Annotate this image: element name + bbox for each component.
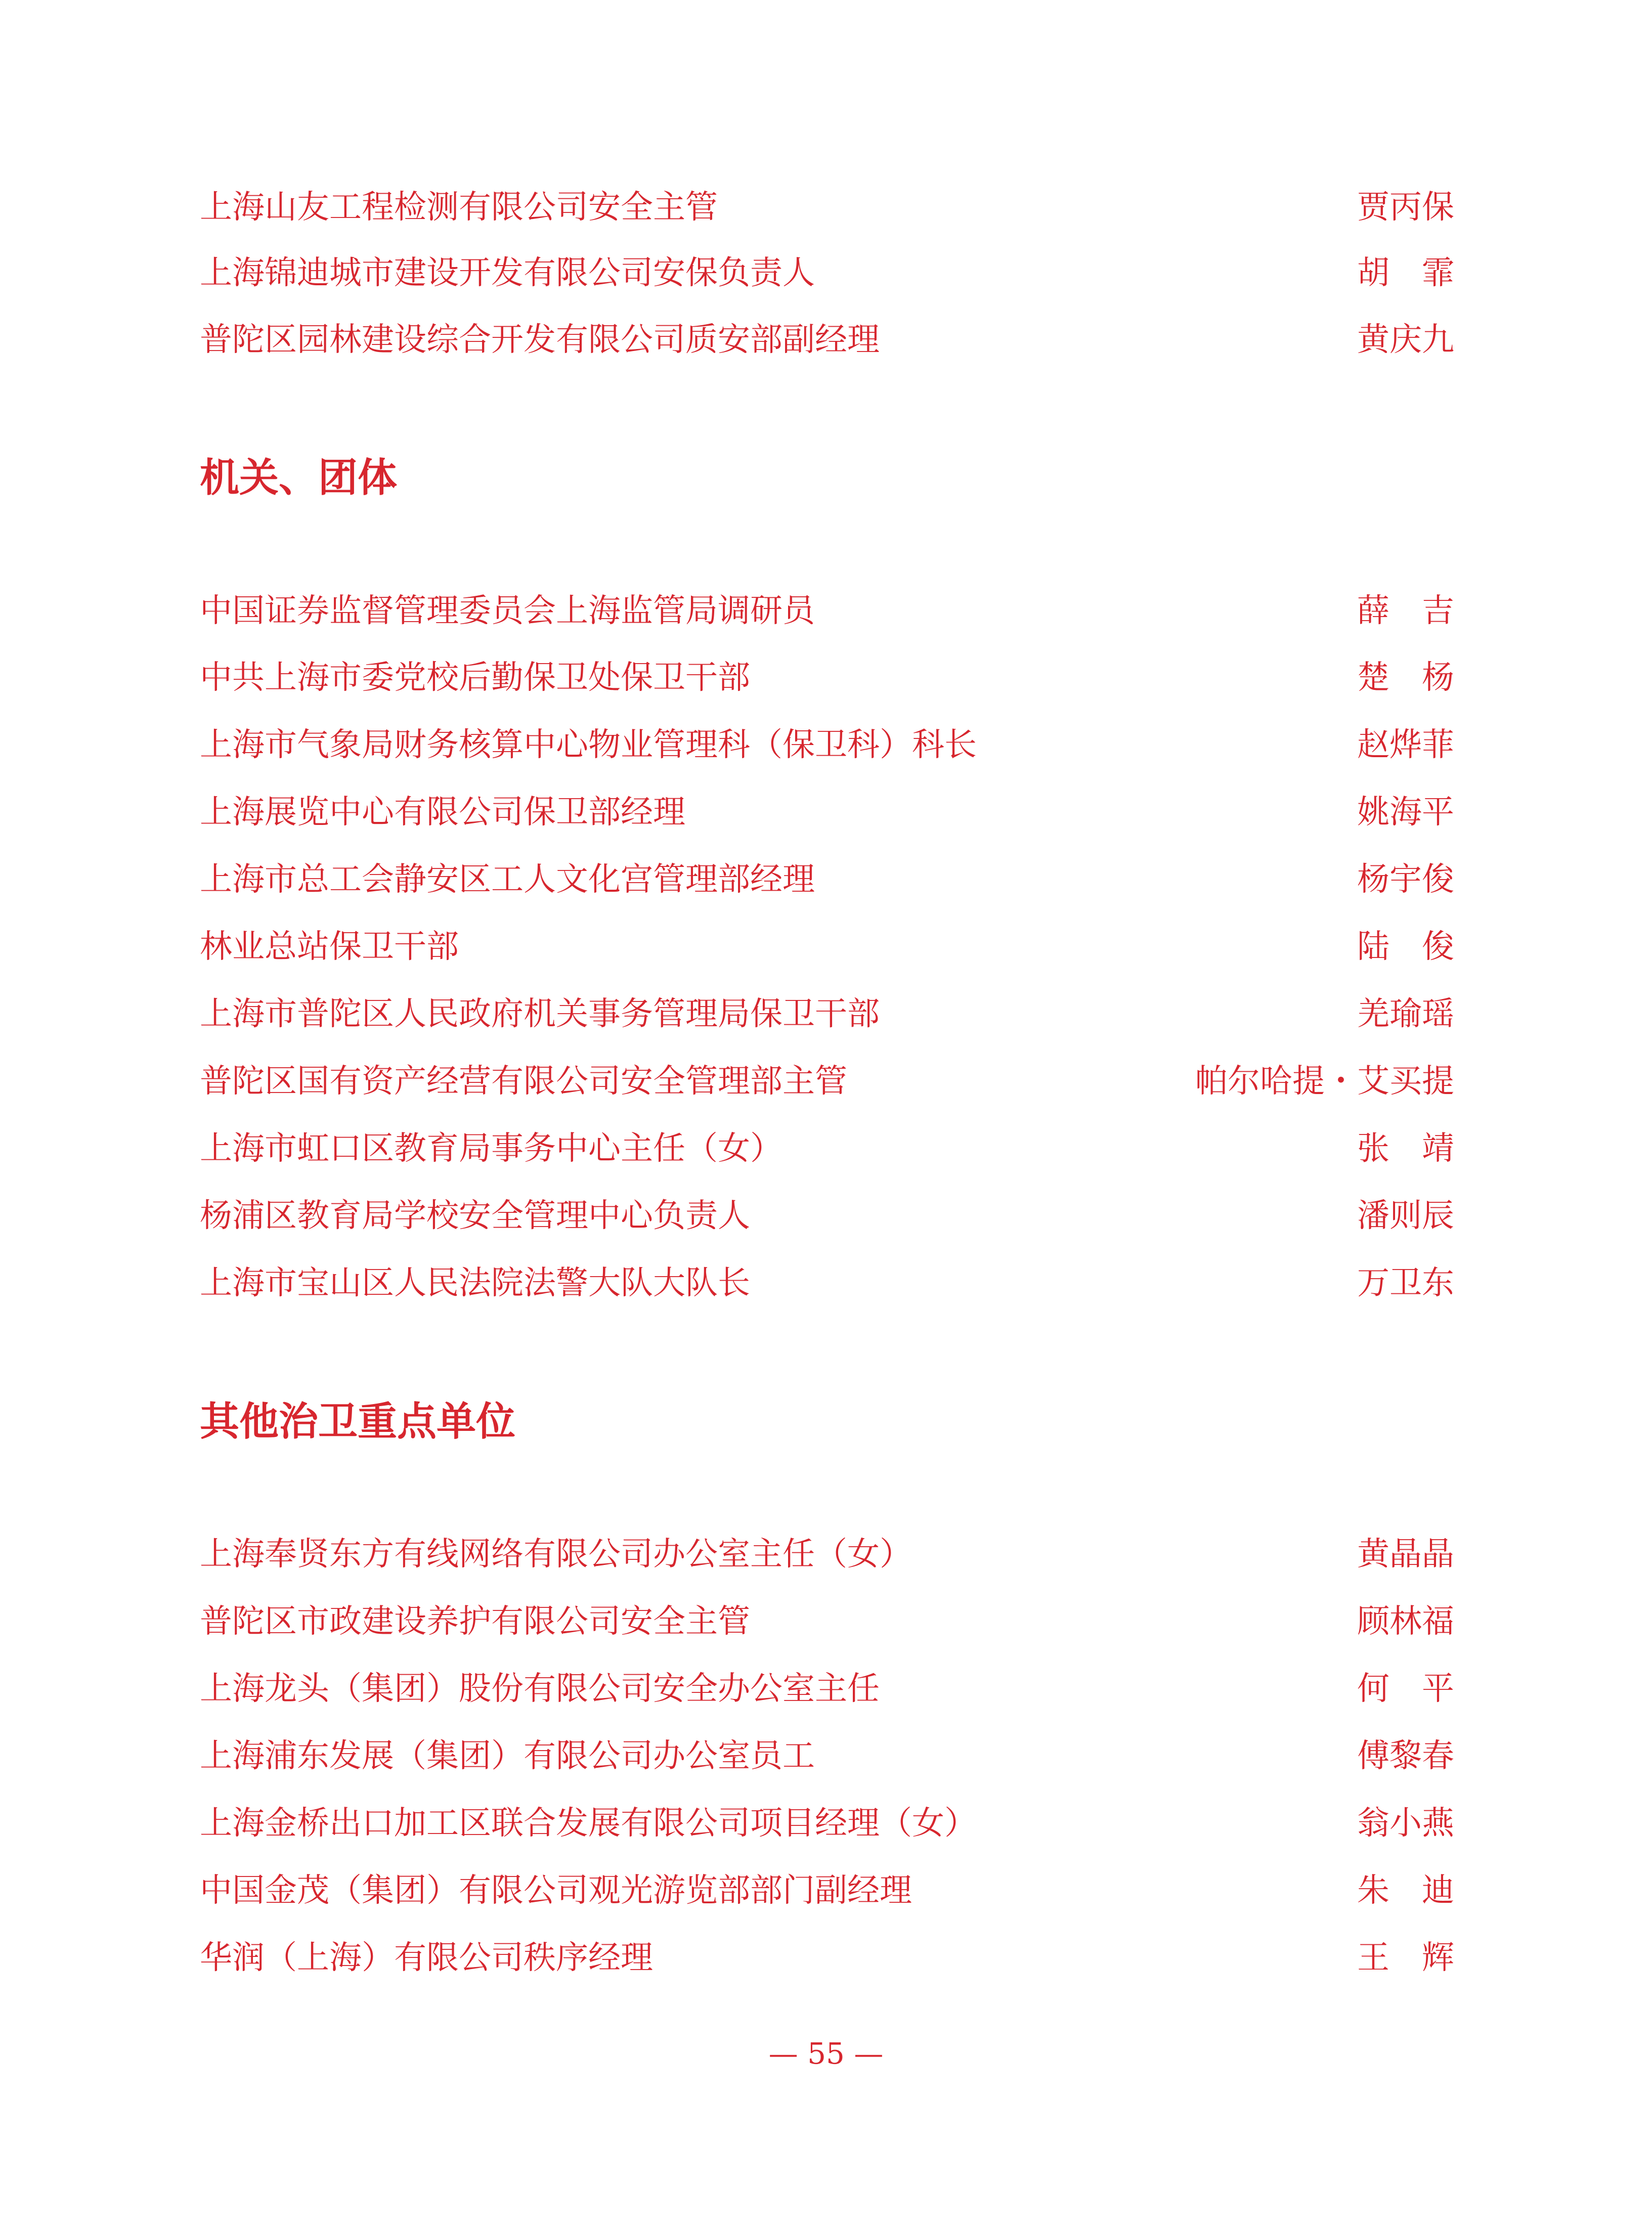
entry-unit: 普陀区市政建设养护有限公司安全主管	[200, 1603, 750, 1640]
entry-name: 姚海平	[1357, 794, 1454, 831]
entry-unit: 普陀区园林建设综合开发有限公司质安部副经理	[200, 321, 880, 359]
entry-name: 帕尔哈提・艾买提	[1195, 1063, 1454, 1100]
entry-name: 潘则辰	[1357, 1197, 1454, 1235]
entry-name: 张 靖	[1357, 1130, 1454, 1167]
entry-unit: 林业总站保卫干部	[200, 928, 459, 966]
list-item	[200, 647, 1454, 708]
list-item	[200, 243, 1454, 303]
list-item	[200, 1051, 1454, 1112]
list-item	[200, 1659, 1454, 1719]
entry-name: 赵烨菲	[1357, 726, 1454, 764]
entry-name: 傅黎春	[1357, 1737, 1454, 1775]
list-item	[200, 1186, 1454, 1246]
list-item	[200, 715, 1454, 775]
list-item	[200, 581, 1454, 641]
entry-unit: 上海锦迪城市建设开发有限公司安保负责人	[200, 254, 815, 292]
entry-name: 羌瑜瑶	[1357, 995, 1454, 1033]
list-item	[200, 1524, 1454, 1585]
list-item	[200, 310, 1454, 370]
entry-name: 杨宇俊	[1357, 861, 1454, 898]
entry-unit: 上海龙头（集团）股份有限公司安全办公室主任	[200, 1670, 880, 1708]
entry-unit: 上海市虹口区教育局事务中心主任（女）	[200, 1130, 782, 1167]
list-item	[200, 1253, 1454, 1314]
entry-unit: 上海山友工程检测有限公司安全主管	[200, 189, 718, 226]
list-item	[200, 917, 1454, 977]
entry-name: 翁小燕	[1357, 1805, 1454, 1842]
entry-unit: 上海奉贤东方有线网络有限公司办公室主任（女）	[200, 1536, 912, 1573]
entry-unit: 华润（上海）有限公司秩序经理	[200, 1939, 653, 1977]
list-item	[200, 1118, 1454, 1179]
list-item	[200, 1928, 1454, 1988]
list-item	[200, 984, 1454, 1044]
entry-unit: 杨浦区教育局学校安全管理中心负责人	[200, 1197, 750, 1235]
list-item	[200, 782, 1454, 843]
entry-unit: 上海市宝山区人民法院法警大队大队长	[200, 1264, 750, 1302]
list-item	[200, 1793, 1454, 1854]
entry-name: 陆 俊	[1357, 928, 1454, 966]
entry-unit: 中共上海市委党校后勤保卫处保卫干部	[200, 659, 750, 696]
entry-name: 薛 吉	[1357, 592, 1454, 630]
entry-unit: 上海市普陀区人民政府机关事务管理局保卫干部	[200, 995, 880, 1033]
entry-name: 楚 杨	[1357, 659, 1454, 696]
entry-unit: 中国金茂（集团）有限公司观光游览部部门副经理	[200, 1872, 912, 1909]
entry-name: 贾丙保	[1357, 189, 1454, 226]
entry-name: 朱 迪	[1357, 1872, 1454, 1909]
entry-name: 王 辉	[1357, 1939, 1454, 1977]
page-number: — 55 —	[768, 2036, 884, 2071]
entry-unit: 普陀区国有资产经营有限公司安全管理部主管	[200, 1063, 847, 1100]
list-item	[200, 1860, 1454, 1921]
entry-name: 何 平	[1357, 1670, 1454, 1708]
entry-name: 胡 霏	[1357, 254, 1454, 292]
list-item	[200, 1726, 1454, 1786]
entry-name: 顾林福	[1357, 1603, 1454, 1640]
entry-name: 黄庆九	[1357, 321, 1454, 359]
list-item	[200, 849, 1454, 910]
entry-unit: 上海展览中心有限公司保卫部经理	[200, 794, 685, 831]
entry-name: 万卫东	[1357, 1264, 1454, 1302]
entry-unit: 上海金桥出口加工区联合发展有限公司项目经理（女）	[200, 1805, 977, 1842]
list-item	[200, 177, 1454, 238]
entry-unit: 中国证券监督管理委员会上海监管局调研员	[200, 592, 815, 630]
entry-unit: 上海浦东发展（集团）有限公司办公室员工	[200, 1737, 815, 1775]
section-heading: 其他治卫重点单位	[200, 1399, 516, 1445]
entry-unit: 上海市气象局财务核算中心物业管理科（保卫科）科长	[200, 726, 977, 764]
list-item	[200, 1591, 1454, 1652]
entry-name: 黄晶晶	[1357, 1536, 1454, 1573]
entry-unit: 上海市总工会静安区工人文化宫管理部经理	[200, 861, 815, 898]
section-heading: 机关、团体	[200, 455, 398, 501]
